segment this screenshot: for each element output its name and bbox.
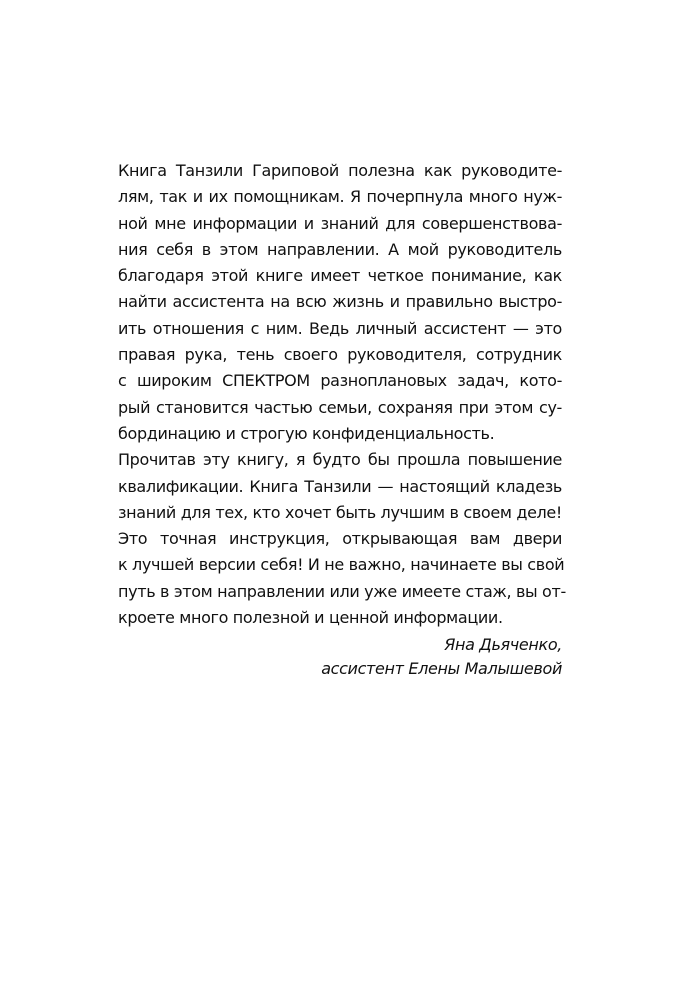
text-line: с широким СПЕКТРОМ разноплановых задач, кото-	[118, 371, 562, 391]
text-line: бординацию и строгую конфиденциальность.	[118, 423, 495, 443]
text-line: квалификации. Книга Танзили — настоящий кладезь	[118, 476, 562, 496]
text-line: рый становится частью семьи, сохраняя при этом су-	[118, 397, 562, 417]
text-line: знаний для тех, кто хочет быть лучшим в своем деле!	[118, 502, 562, 522]
testimonial-text	[118, 158, 566, 681]
signature-role: ассистент Елены Малышевой	[321, 659, 562, 679]
text-line: ной мне информации и знаний для совершенствова-	[118, 213, 562, 233]
text-line: благодаря этой книге имеет четкое понимание, как	[118, 266, 562, 286]
text-line: к лучшей версии себя! И не важно, начинаете вы свой	[118, 555, 565, 575]
text-line: ить отношения с ним. Ведь личный ассистент — это	[118, 318, 562, 338]
text-line: Прочитав эту книгу, я будто бы прошла повышение	[118, 450, 562, 470]
text-line: правая рука, тень своего руководителя, сотрудник	[118, 345, 562, 365]
text-line: ния себя в этом направлении. А мой руководитель	[118, 239, 562, 259]
text-line: кроете много полезной и ценной информации.	[118, 608, 503, 628]
text-line: Книга Танзили Гариповой полезна как руководите-	[118, 161, 562, 180]
paragraph-2	[118, 447, 566, 631]
signature-name: Яна Дьяченко,	[444, 635, 562, 655]
text-line: найти ассистента на всю жизнь и правильно выстро-	[118, 292, 562, 312]
text-line: лям, так и их помощникам. Я почерпнула много нуж-	[118, 187, 562, 207]
text-line: Это точная инструкция, открывающая вам двери	[118, 529, 562, 549]
signature	[118, 633, 562, 681]
text-line: путь в этом направлении или уже имеете стаж, вы от-	[118, 581, 566, 601]
paragraph-1	[118, 158, 562, 447]
